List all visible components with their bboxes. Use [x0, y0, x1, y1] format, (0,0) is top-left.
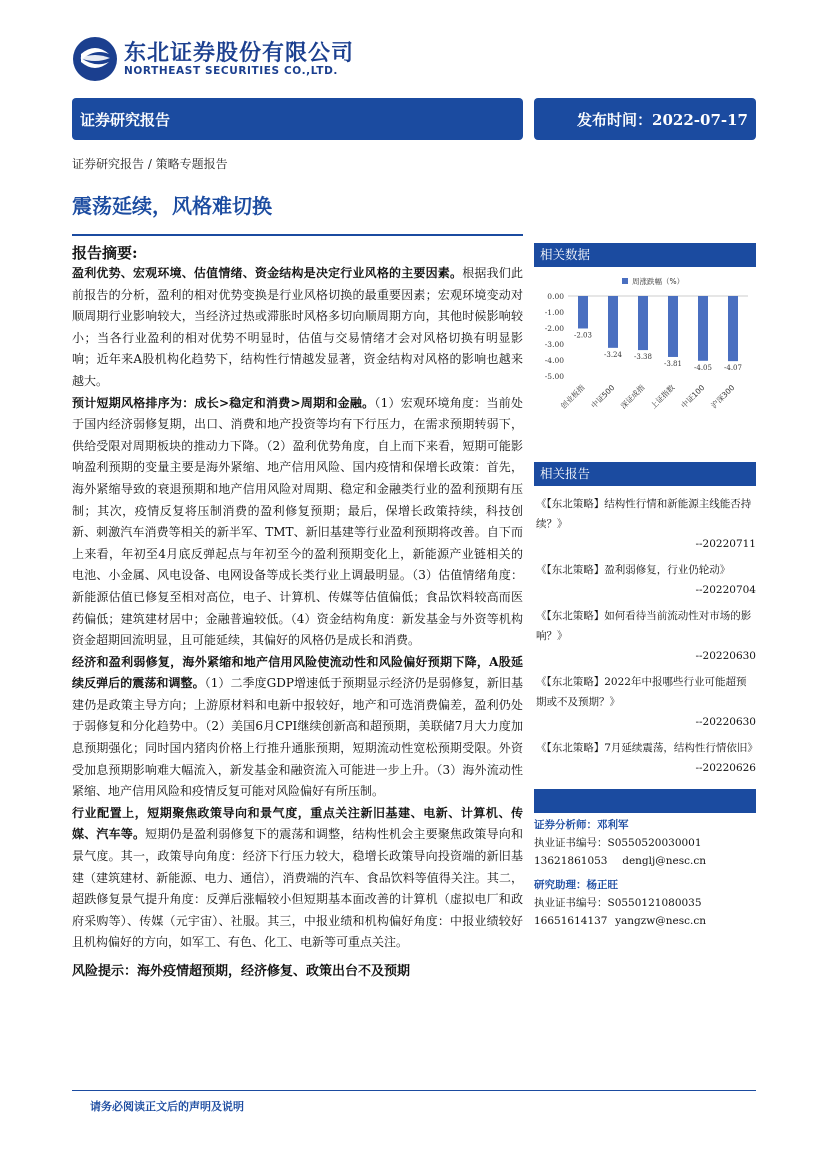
summary-p1-bold: 盈利优势、宏观环境、估值情绪、资金结构是决定行业风格的主要因素。	[72, 266, 463, 280]
summary-section	[72, 234, 523, 979]
summary-divider	[72, 234, 523, 236]
chart-category-label: 中证100	[679, 383, 707, 411]
analyst-phone: 13621861053	[534, 855, 608, 867]
related-report-date: --20220626	[695, 762, 756, 774]
publish-date-banner	[534, 98, 756, 140]
related-report-link[interactable]: 《【东北策略】盈利弱修复，行业仍轮动》	[536, 564, 731, 576]
related-report-link[interactable]: 《【东北策略】2022年中报哪些行业可能超预期或不及预期？》	[536, 676, 747, 708]
analyst-contact	[534, 852, 756, 870]
chart-data-label: -4.07	[724, 364, 742, 373]
footer-disclaimer: 请务必阅读正文后的声明及说明	[90, 1100, 244, 1113]
analyst-cert: 执业证书编号：S0550121080035	[534, 897, 702, 909]
chart-data-label: -4.05	[694, 363, 712, 372]
related-report-link[interactable]: 《【东北策略】7月延续震荡，结构性行情依旧》	[536, 742, 758, 754]
chart-bar	[638, 296, 648, 350]
analyst-entry	[534, 816, 756, 870]
related-data-section	[534, 243, 756, 267]
chart-bar	[668, 296, 678, 357]
chart-legend-label: 周涨跌幅（%）	[632, 277, 685, 286]
summary-paragraph-4	[72, 803, 523, 954]
summary-paragraph-3	[72, 652, 523, 803]
analyst-entry	[534, 876, 756, 930]
analyst-email[interactable]: denglj@nesc.cn	[622, 855, 706, 867]
analyst-header-bar	[534, 789, 756, 813]
related-reports-header: 相关报告	[534, 462, 756, 486]
chart-bar	[608, 296, 618, 348]
company-logo-icon	[72, 36, 118, 82]
analyst-name: 证券分析师：邓利军	[534, 819, 629, 831]
chart-data-label: -3.81	[664, 359, 682, 368]
chart-category-label: 创业板指	[558, 383, 587, 411]
related-report-date: --20220711	[695, 538, 756, 550]
related-data-header: 相关数据	[534, 243, 756, 267]
chart-data-label: -3.38	[634, 353, 652, 362]
analyst-cert: 执业证书编号：S0550520030001	[534, 837, 702, 849]
company-name-en: NORTHEAST SECURITIES CO.,LTD.	[124, 65, 338, 77]
analyst-email[interactable]: yangzw@nesc.cn	[615, 915, 706, 927]
summary-p2-text: （1）宏观环境角度：当前处于国内经济弱修复期，出口、消费和地产投资等均有下行压力，在需求预期转弱下，供给受限对周期板块的推动力下降。（2）盈利优势角度，自上而下来看，短期可能影响盈利预期的变量主要是海外紧缩、地产信用风险、国内疫情和保增长政策：首先，海外紧缩导致的衰退预期和地产信用风险对周期、稳定和金融类行业的盈利预期有压制；其次，疫情反复将压制消费的盈利修复预期；最后，保增长政策持续，科技创新、刺激汽车消费等相关的新半军、TMT、新旧基建等行业盈利预期将改善。自下而上来看，年初至4月底反弹起点与年初至今的盈利预期变化上，新能源产业链相关的电池、小金属、风电设备、电网设备等成长类行业上调最明显。（3）估值情绪角度：新能源估值已修复至相对高位，电子、计算机、传媒等估值偏低；食品饮料较高而医药偏低；建筑建材居中；金融普遍较低。（4）资金结构角度：新发基金与外资等机构资金超期回流明显，且可能延续，其偏好的风格仍是成长和消费。	[72, 395, 523, 648]
summary-heading: 报告摘要:	[72, 244, 138, 262]
summary-p1-text: 根据我们此前报告的分析，盈利的相对优势变换是行业风格切换的最重要因素；宏观环境变动对顺周期行业影响较大，当经济过热或滞胀时风格多切向顺周期方向，其他时候影响较小；当各行业盈利的相对优势不明显时，估值与交易情绪才会对风格切换有明显影响；近年来A股机构化趋势下，结构性行情越发显著，资金结构对风格的影响也越来越大。	[72, 266, 523, 388]
summary-paragraph-1	[72, 263, 523, 393]
summary-p4-text: 短期仍是盈利弱修复下的震荡和调整，结构性机会主要聚焦政策导向和景气度。其一，政策导向角度：经济下行压力较大，稳增长政策导向投资端的新旧基建（建筑建材、新能源、电力、通信），消费端的汽车、食品饮料等值得关注。其二，超跌修复景气提升角度：反弹后涨幅较小但短期基本面改善的计算机（虚拟电厂和政府采购等）、传媒（元宇宙）、社服。其三，中报业绩和机构偏好角度：中报业绩较好且机构偏好的方向，如军工、有色、化工、电新等可重点关注。	[72, 827, 523, 950]
related-report-date: --20220630	[695, 716, 756, 728]
summary-p4-bold: 行业配置上，短期聚焦政策导向和景气度，重点关注新旧基建、电新、计算机、传媒、汽车等。	[72, 805, 523, 842]
analyst-contact	[534, 912, 756, 930]
chart-y-tick-label: -4.00	[544, 356, 564, 365]
chart-data-label: -3.24	[604, 350, 622, 359]
chart-y-tick-label: 0.00	[547, 292, 564, 301]
footer-divider	[72, 1090, 756, 1091]
chart-bar	[728, 296, 738, 361]
company-logo	[72, 34, 372, 84]
analyst-name: 研究助理：杨正旺	[534, 879, 618, 891]
related-reports-list	[534, 494, 756, 778]
report-type-banner	[72, 98, 523, 140]
chart-data-label: -2.03	[574, 331, 592, 340]
weekly-change-chart	[534, 268, 756, 448]
chart-legend-swatch	[622, 278, 628, 284]
chart-category-label: 深证成指	[618, 383, 647, 411]
chart-y-tick-label: -1.00	[544, 308, 564, 317]
publish-date-label: 发布时间：2022-07-17	[577, 111, 748, 129]
page-title: 震荡延续，风格难切换	[72, 194, 272, 218]
related-report-link[interactable]: 《【东北策略】如何看待当前流动性对市场的影响？》	[536, 610, 752, 642]
company-name-cn: 东北证券股份有限公司	[124, 41, 355, 66]
chart-bar	[698, 296, 708, 361]
chart-category-label: 沪深300	[709, 383, 737, 411]
chart-category-label: 上证指数	[648, 383, 677, 411]
breadcrumb: 证券研究报告 / 策略专题报告	[72, 157, 228, 171]
chart-y-tick-label: -2.00	[544, 324, 564, 333]
related-report-link[interactable]: 《【东北策略】结构性行情和新能源主线能否持续？》	[536, 498, 752, 530]
analyst-list	[534, 816, 756, 930]
related-report-date: --20220704	[695, 584, 756, 596]
summary-p3-text: （1）二季度GDP增速低于预期显示经济仍是弱修复，新旧基建仍是政策主导方向；上游原材料和电新中报较好，地产和可选消费偏差，盈利仍处于弱修复和分化趋势中。（2）美国6月CPI继续创新高和超预期，美联储7月大力度加息预期强化；同时国内猪肉价格上行推升通胀预期，短期流动性宽松预期受限。外资受加息预期影响难大幅流入，新发基金和融资流入可能进一步上升。（3）海外流动性紧缩、地产信用风险和疫情反复可能对风险偏好有所压制。	[72, 676, 523, 799]
analyst-phone: 16651614137	[534, 915, 608, 927]
related-reports-section	[534, 462, 756, 778]
summary-p3-bold: 经济和盈利弱修复，海外紧缩和地产信用风险使流动性和风险偏好预期下降，A股延续反弹后的震荡和调整。	[72, 654, 523, 691]
chart-category-label: 中证500	[589, 383, 617, 411]
summary-paragraph-2	[72, 393, 523, 652]
summary-p2-bold: 预计短期风格排序为：成长>稳定和消费>周期和金融。	[72, 395, 375, 410]
related-report-date: --20220630	[695, 650, 756, 662]
report-type-label: 证券研究报告	[80, 111, 171, 129]
chart-y-tick-label: -5.00	[544, 372, 564, 381]
chart-y-tick-label: -3.00	[544, 340, 564, 349]
risk-warning: 风险提示：海外疫情超预期，经济修复、政策出台不及预期	[72, 964, 411, 979]
chart-bar	[578, 296, 588, 328]
